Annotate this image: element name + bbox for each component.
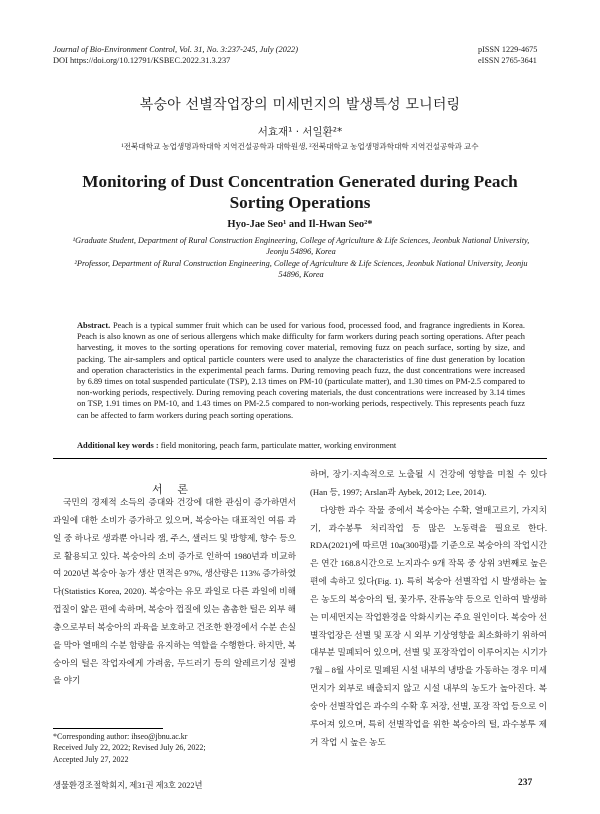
keywords [77,440,525,451]
corresponding-author: *Corresponding author: ihseo@jbnu.ac.kr [53,732,188,741]
body-paragraph-continued: 하며, 장기·지속적으로 노출될 시 건강에 영향을 미칠 수 있다(Han 등, 1997; Arslan과 Aybek, 2012; Lee, 2014). [310,469,547,497]
body-paragraph: 국민의 경제적 소득의 증대와 건강에 대한 관심이 증가하면서 과일에 대한 소비가 증가하고 있으며, 복숭아는 대표적인 여름 과일 중 하나로 생과뿐 아니라 잼, 주스, 샐러드 및 방향제, 향수 등으로 활용되고 있다. 복숭아의 소비 증가로 인하여 1980년과 비교하여 2020년 복숭아 농가 생산 면적은 97%, 생산량은 113% 증가하였다(Statistics Korea, 2020). 복숭아는 유모 과일로 다른 과일에 비해 껍질이 얇은 편에 속하며, 복숭아 껍질에 있는 촘촘한 털은 외부 해충으로부터 복숭아의 과육을 보호하고 건조한 환경에서 수분 손실을 막아 열매의 수분 함량을 유지하는 역할을 수행한다. 하지만, 복숭아의 털은 작업자에게 가려움, 두드러기 등의 알레르기성 질병을 야기 [53,497,296,686]
page-number: 237 [518,778,533,788]
korean-authors: 서효재¹ · 서일환²* [257,126,343,138]
right-column [310,466,547,752]
body-paragraph: 다양한 과수 작물 중에서 복숭아는 수확, 열매고르기, 가지치기, 과수봉투 처리작업 등 많은 노동력을 필요로 한다. RDA(2021)에 따르면 10a(300평)를 기준으로 복숭아의 작업시간은 연간 168.8시간으로 노지과수 9개 작목 중 상위 3번째로 높은 편에 속하고 있다(Fig. 1). 특히 복숭아 선별작업 시 발생하는 높은 농도의 복숭아의 털, 꽃가루, 잔류농약 등으로 인하여 발생하는 미세먼지는 작업환경을 악화시키는 주요 원인이다. 복숭아 선별작업장은 선별 및 포장 시 외부 기상영향을 최소화하기 위하여 대부분 밀폐되어 있으며, 선별 및 포장작업이 이루어지는 시기가 7월 – 8월 사이로 밀폐된 시설 내부의 냉방을 가동하는 경우 미세먼지가 외부로 배출되지 않고 시설 내부의 농도가 높아진다. 복숭아 선별작업은 과수의 수확 후 저장, 선별, 포장 작업 등으로 이루어져 있으며, 특히 선별작업을 위한 복숭아의 털, 과수봉투 제거 작업 시 높은 농도 [310,504,547,747]
english-authors: Hyo-Jae Seo¹ and Il-Hwan Seo²* [227,219,373,230]
accepted-date: Accepted July 27, 2022 [53,754,129,764]
korean-affiliation: ¹전북대학교 농업생명과학대학 지역건설공학과 대학원생, ²전북대학교 농업생명과학대학 지역건설공학과 교수 [121,142,479,151]
section-title: 서 론 [151,484,194,496]
footer-journal: 생물환경조절학회지, 제31권 제3호 2022년 [53,781,203,790]
eissn: eISSN 2765-3641 [478,56,537,65]
keywords-label: Additional key words : [77,441,159,450]
english-affiliations [62,235,540,281]
english-title: Monitoring of Dust Concentration Generated during Peach Sorting Operations [82,172,518,212]
footnote-divider [53,728,163,729]
abstract [77,320,525,421]
korean-title: 복숭아 선별작업장의 미세먼지의 발생특성 모니터링 [139,97,461,113]
pissn: pISSN 1229-4675 [478,45,538,54]
abstract-text: Peach is a typical summer fruit which can be used for various food, processed food, and fragrance ingredients in Korea. Peach is also known as one of serious allergens which make difficulty for farm workers during peach sorting operations. After peach harvesting, it moves to the sorting operations for removing cover material, removing fuzz on peach surface, sorting by size, and packing. The air-samplers and optical particle counters were used to analyze the characteristics of fine dust generation by location and operation characteristics in the experimental peach farms. During removing peach fuzz, the dust concentrations were increased by 6.89 times on total suspended particulate (TSP), 2.13 times on PM-10 (particulate matter), and 1.30 times on PM-2.5 compared to non-working periods, respectively. During removing peach covering materials, the dust concentrations were increased by 3.14 times on TSP, 1.91 times on PM-10, and 1.43 times on PM-2.5 compared to non-working periods, respectively. This represents peach fuzz can be affected to farm workers during peach sorting operations. [77,321,525,420]
issn-block [478,44,537,66]
affiliation-2: ²Professor, Department of Rural Construction Engineering, College of Agriculture & Life Sciences, Jeonbuk National University, Jeonju 54896, Korea [74,259,528,279]
journal-line: Journal of Bio-Environment Control, Vol. 31, No. 3:237-245, July (2022) [53,45,299,54]
footnote [53,731,206,765]
abstract-label: Abstract. [77,321,111,330]
journal-citation [53,44,298,66]
affiliation-1: ¹Graduate Student, Department of Rural Construction Engineering, College of Agriculture & Life Sciences, Jeonbuk National University, Jeonju 54896, Korea [72,236,530,256]
keywords-text: field monitoring, peach farm, particulate matter, working environment [158,441,397,450]
doi-line[interactable]: DOI https://doi.org/10.12791/KSBEC.2022.31.3.237 [53,56,231,65]
received-date: Received July 22, 2022; Revised July 26, 2022; [53,743,206,753]
divider [53,458,547,459]
left-column [53,494,296,690]
